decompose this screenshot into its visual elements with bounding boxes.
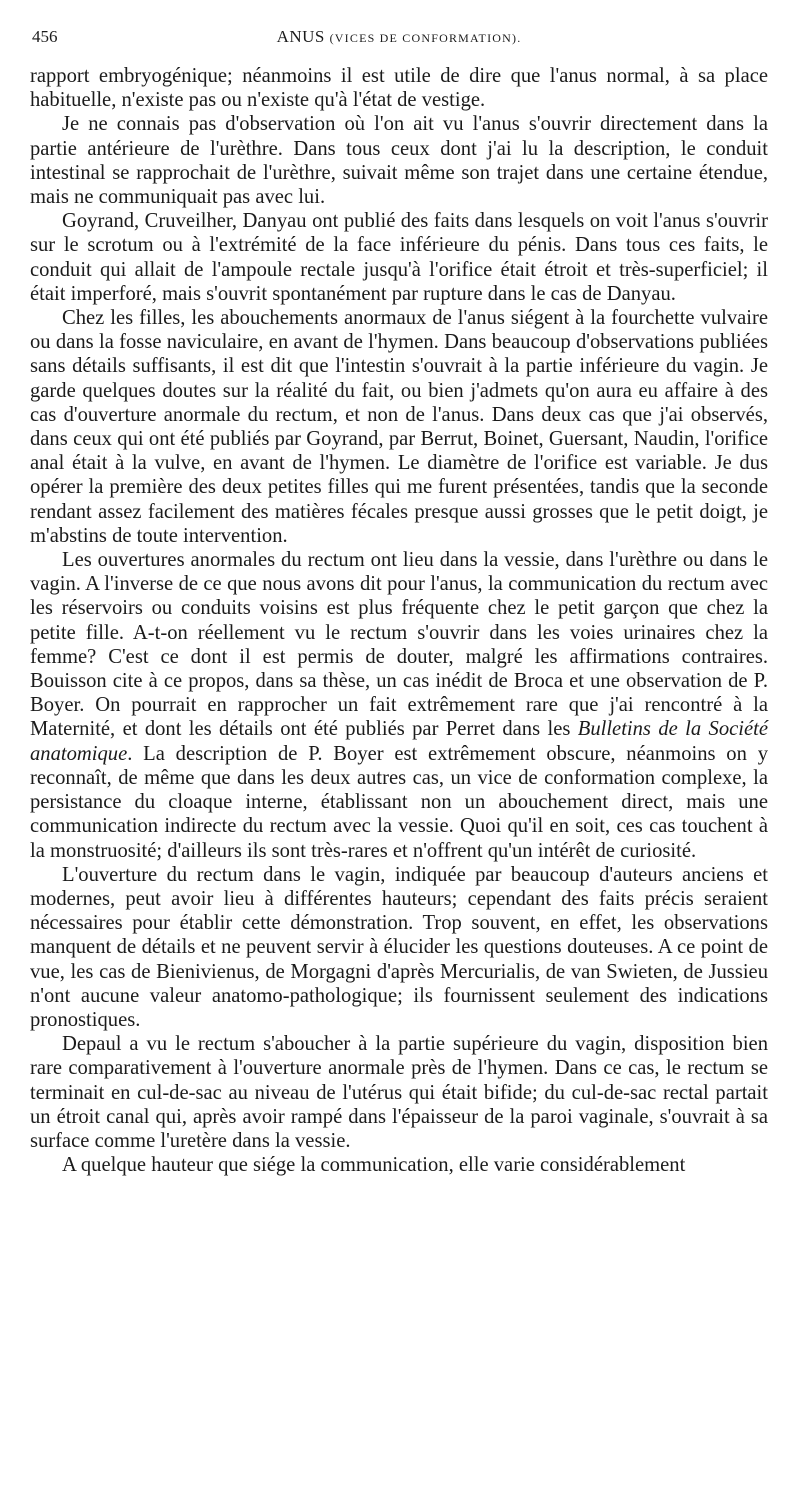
book-page (30, 24, 768, 1177)
journal-title: Bulletins de la Société anatomique (30, 718, 768, 765)
paragraph-8: A quelque hauteur que siége la communication, elle varie considérablement (62, 1154, 686, 1177)
page-body (30, 64, 768, 1177)
paragraph-5-text-after: . La description de P. Boyer est extrêmement obscure, néanmoins on y reconnaît, de même que dans les deux autres cas, un vice de conformation complexe, la persistance du cloaque interne, établissant non un abouchement direct, mais une communication indirecte du rectum avec la vessie. Quoi qu'il en soit, ces cas touchent à la monstruosité; d'ailleurs ils sont très-rares et n'offrent qu'un intérêt de curiosité. (30, 742, 768, 862)
paragraph-5-text-before: Les ouvertures anormales du rectum ont lieu dans la vessie, dans l'urèthre ou dans le vagin. A l'inverse de ce que nous avons dit pour l'anus, la communication du rectum avec les réservoirs ou conduits voisins est plus fréquente chez le petit garçon que chez la petite fille. A-t-on réellement vu le rectum s'ouvrir dans les voies urinaires chez la femme? C'est ce dont il est permis de douter, malgré les affirmations contraires. Bouisson cite à ce propos, dans sa thèse, un cas inédit de Broca et une observation de P. Boyer. On pourrait en rapprocher un fait extrêmement rare que j'ai rencontré à la Maternité, et dont les détails ont été publiés par Perret dans les (30, 549, 768, 741)
paragraph-3: Goyrand, Cruveilher, Danyau ont publié des faits dans lesquels on voit l'anus s'ouvrir sur le scrotum ou à l'extrémité de la face inférieure du pénis. Dans tous ces faits, le conduit qui allait de l'ampoule rectale jusqu'à l'orifice était étroit et très-superficiel; il était imperforé, mais s'ouvrit spontanément par rupture dans le cas de Danyau. (30, 210, 768, 305)
page-number: 456 (32, 27, 58, 46)
paragraph-5 (30, 548, 768, 863)
paragraph-4: Chez les filles, les abouchements anormaux de l'anus siégent à la fourchette vulvaire ou dans la fosse naviculaire, en avant de l'hymen. Dans beaucoup d'observations publiées sans détails suffisants, il est dit que l'intestin s'ouvrait à la partie inférieure du vagin. Je garde quelques doutes sur la réalité du fait, ou bien j'admets qu'on aura eu affaire à des cas d'ouverture anormale du rectum, et non de l'anus. Dans deux cas que j'ai observés, dans ceux qui ont été publiés par Goyrand, par Berrut, Boinet, Guersant, Naudin, l'orifice anal était à la vulve, en avant de l'hymen. Le diamètre de l'orifice est variable. Je dus opérer la première des deux petites filles qui me furent présentées, tandis que la seconde rendant assez facilement des matières fécales presque aussi grosses que le petit doigt, je m'abstins de toute intervention. (30, 307, 768, 547)
paragraph-1: rapport embryogénique; néanmoins il est utile de dire que l'anus normal, à sa place habituelle, n'existe pas ou n'existe qu'à l'état de vestige. (30, 65, 768, 112)
page-header (30, 24, 768, 50)
paragraph-6: L'ouverture du rectum dans le vagin, indiquée par beaucoup d'auteurs anciens et modernes, peut avoir lieu à différentes hauteurs; cependant des faits précis seraient nécessaires pour établir cette démonstration. Trop souvent, en effet, les observations manquent de détails et ne peuvent servir à élucider les questions douteuses. A ce point de vue, les cas de Bienivienus, de Morgagni d'après Mercurialis, de van Swieten, de Jussieu n'ont aucune valeur anatomo-pathologique; ils fournissent seulement des indications pronostiques. (30, 863, 768, 1031)
running-head-title: ANUS (276, 27, 325, 46)
paragraph-2: Je ne connais pas d'observation où l'on ait vu l'anus s'ouvrir directement dans la partie antérieure de l'urèthre. Dans tous ceux dont j'ai lu la description, le conduit intestinal se rapprochait de l'urèthre, suivait même son trajet dans une certaine étendue, mais ne communiquait pas avec lui. (30, 113, 768, 209)
running-head (30, 24, 768, 51)
paragraph-7: Depaul a vu le rectum s'aboucher à la partie supérieure du vagin, disposition bien rare comparativement à l'ouverture anormale près de l'hymen. Dans ce cas, le rectum se terminait en cul-de-sac au niveau de l'utérus qui était bifide; du cul-de-sac rectal partait un étroit canal qui, après avoir rampé dans l'épaisseur de la paroi vaginale, s'ouvrait à sa surface comme l'uretère dans la vessie. (30, 1033, 768, 1152)
running-head-subtitle: (VICES DE CONFORMATION). (329, 31, 522, 45)
